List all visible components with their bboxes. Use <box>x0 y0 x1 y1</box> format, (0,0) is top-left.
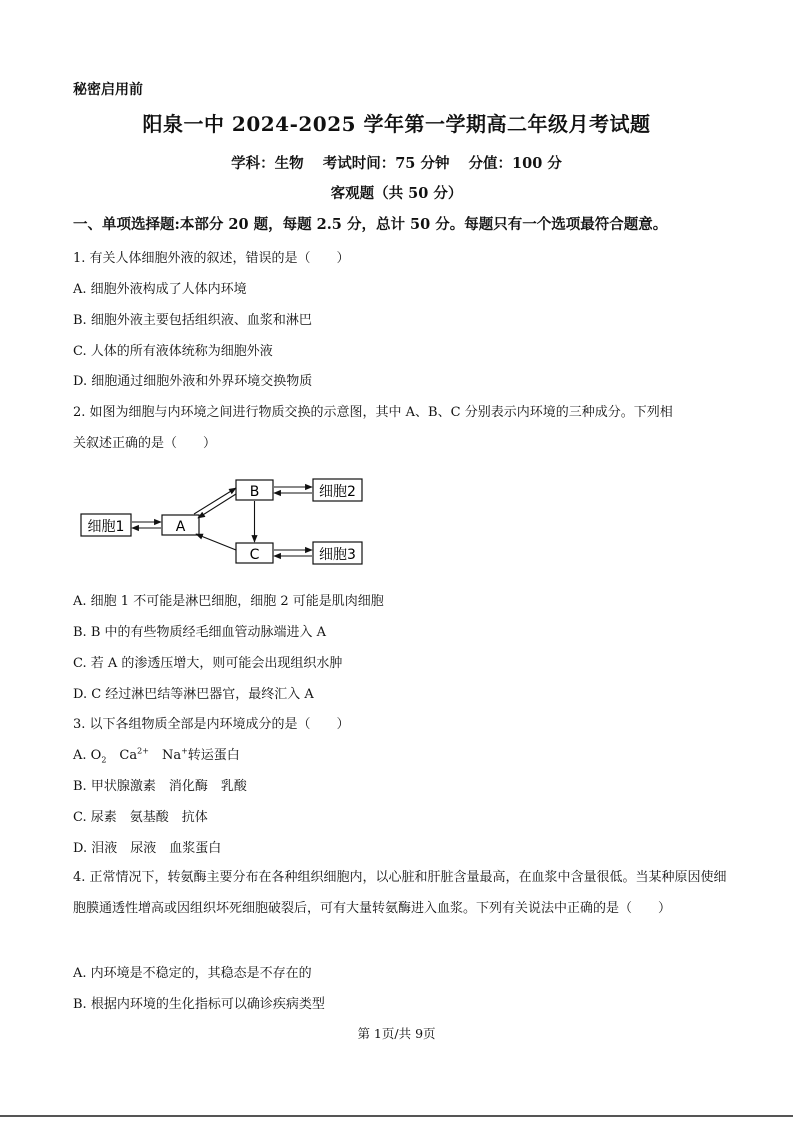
q2-option-c: C. 若 A 的渗透压增大，则可能会出现组织水肿 <box>73 656 343 671</box>
subject-label: 学科：生物 <box>231 155 304 172</box>
section-heading: 一、单项选择题:本部分 20 题，每题 2.5 分，总计 50 分。每题只有一个选项最符合题意。 <box>73 216 668 233</box>
q1-option-d: D. 细胞通过细胞外液和外界环境交换物质 <box>73 374 313 389</box>
q3-stem: 3. 以下各组物质全部是内环境成分的是（ ） <box>73 717 350 732</box>
q1-option-a: A. 细胞外液构成了人体内环境 <box>73 282 247 297</box>
node-c-label: C <box>249 547 260 563</box>
q2-option-d: D. C 经过淋巴结等淋巴器官，最终汇入 A <box>73 687 314 702</box>
score-label: 分值：100 分 <box>468 155 562 172</box>
q4-stem: 4. 正常情况下，转氨酶主要分布在各种组织细胞内，以心脏和肝脏含量最高，在血浆中含量很低。当某种原因使细胞膜通透性增高或因组织坏死细胞破裂后，可有大量转氨酶进入血浆。下列有关说法中正确的是（ ） <box>73 870 727 916</box>
q4-option-a: A. 内环境是不稳定的，其稳态是不存在的 <box>73 966 312 981</box>
cell1-label: 细胞1 <box>87 519 125 535</box>
node-b-label: B <box>249 484 260 500</box>
exchange-diagram <box>76 474 376 574</box>
q3-option-d: D. 泪液 尿液 血浆蛋白 <box>73 841 222 856</box>
arrow-b-to-a <box>198 494 236 518</box>
q2-stem-line2: 关叙述正确的是（ ） <box>73 436 217 451</box>
q2-stem-line1: 2. 如图为细胞与内环境之间进行物质交换的示意图，其中 A、B、C 分别表示内环境的三种成分。下列相 <box>73 405 673 420</box>
node-a-label: A <box>175 519 186 535</box>
arrow-a-to-b <box>194 488 236 514</box>
cell2-label: 细胞2 <box>319 484 356 500</box>
q3-a-o2: A. $O_2$ <box>73 748 107 765</box>
q2-option-a: A. 细胞 1 不可能是淋巴细胞，细胞 2 可能是肌肉细胞 <box>73 594 384 609</box>
objective-heading: 客观题（共 50 分） <box>330 185 463 202</box>
arrow-c-to-a <box>196 534 236 550</box>
cell3-label: 细胞3 <box>319 547 356 563</box>
bottom-divider <box>0 1115 793 1117</box>
q3-a-na: Na+转运蛋白 <box>161 746 240 763</box>
exam-info <box>0 152 793 173</box>
secret-label: 秘密启用前 <box>73 82 143 98</box>
q3-option-a <box>73 744 240 765</box>
q1-stem: 1. 有关人体细胞外液的叙述，错误的是（ ） <box>73 251 350 266</box>
q2-option-b: B. B 中的有些物质经毛细血管动脉端进入 A <box>73 625 327 640</box>
q3-a-ca: $Ca^{2+}$ <box>119 746 149 763</box>
q1-option-c: C. 人体的所有液体统称为细胞外液 <box>73 344 273 359</box>
q1-option-b: B. 细胞外液主要包括组织液、血浆和淋巴 <box>73 313 312 328</box>
q3-option-c: C. 尿素 氨基酸 抗体 <box>73 810 208 825</box>
page-number: 第 1页/共 9页 <box>357 1026 436 1041</box>
q4-option-b: B. 根据内环境的生化指标可以确诊疾病类型 <box>73 997 325 1012</box>
q3-option-b: B. 甲状腺激素 消化酶 乳酸 <box>73 779 247 794</box>
exam-time-label: 考试时间：75 分钟 <box>322 155 450 172</box>
exam-title: 阳泉一中 2024-2025 学年第一学期高二年级月考试题 <box>142 112 651 136</box>
